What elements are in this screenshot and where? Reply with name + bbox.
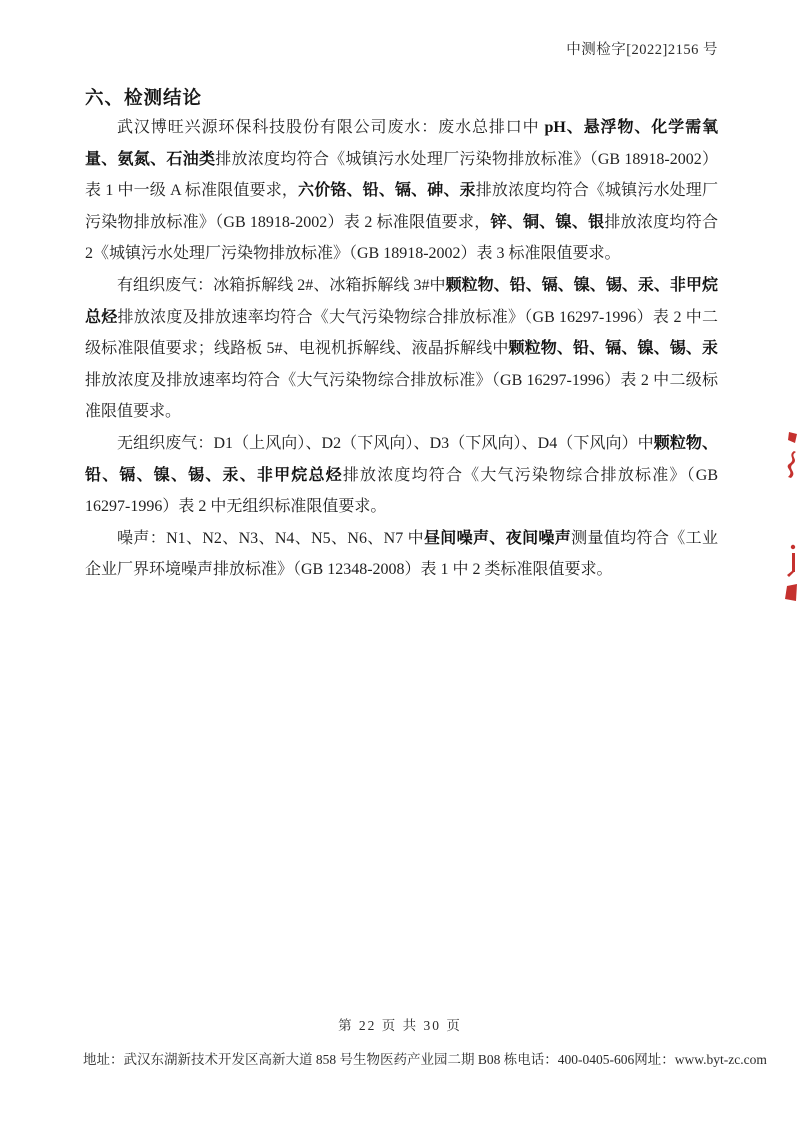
conclusion-wastewater: 武汉博旺兴源环保科技股份有限公司废水：废水总排口中 pH、悬浮物、化学需氧量、氨氮、石油类排放浓度均符合《城镇污水处理厂污染物排放标准》（GB 18918-2002）表 1 中一级 A 标准限值要求，六价铬、铅、镉、砷、汞排放浓度均符合《城镇污水处理厂污染物排放标准》（GB 18918-2002）表 2 标准限值要求，锌、铜、镍、银排放浓度均符合 2《城镇污水处理厂污染物排放标准》（GB 18918-2002）表 3 标准限值要求。: [85, 119, 718, 263]
footer-phone: 电话：400-0405-606: [517, 1052, 635, 1067]
red-seal-fragments: [784, 430, 800, 605]
conclusion-organized-exhaust: 有组织废气：冰箱拆解线 2#、冰箱拆解线 3#中颗粒物、铅、镉、镍、锡、汞、非甲烷总烃排放浓度及排放速率均符合《大气污染物综合排放标准》（GB 16297-1996）表 2 中二级标准限值要求；线路板 5#、电视机拆解线、液晶拆解线中颗粒物、铅、镉、镍、锡、汞排放浓度及排放速率均符合《大气污染物综合排放标准》（GB 16297-1996）表 2 中二级标准限值要求。: [85, 276, 718, 421]
address-footer: [83, 1048, 767, 1068]
section-heading: 六、检测结论: [85, 89, 203, 109]
footer-address: 地址：武汉东湖新技术开发区高新大道 858 号生物医药产业园二期 B08 栋: [83, 1052, 518, 1067]
footer-website: 网址：www.byt-zc.com: [634, 1052, 767, 1067]
page-indicator: 第 22 页 共 30 页: [338, 1018, 462, 1033]
conclusion-noise: 噪声：N1、N2、N3、N4、N5、N6、N7 中昼间噪声、夜间噪声测量值均符合《工业企业厂界环境噪声排放标准》（GB 12348-2008）表 1 中 2 类标准限值要求。: [85, 529, 718, 579]
doc-number: 中测检字[2022]2156 号: [566, 42, 718, 58]
conclusion-unorganized-exhaust: 无组织废气：D1（上风向）、D2（下风向）、D3（下风向）、D4（下风向）中颗粒物、铅、镉、镍、锡、汞、非甲烷总烃排放浓度均符合《大气污染物综合排放标准》（GB 16297-1996）表 2 中无组织标准限值要求。: [85, 434, 718, 516]
conclusion-body: [85, 112, 718, 586]
